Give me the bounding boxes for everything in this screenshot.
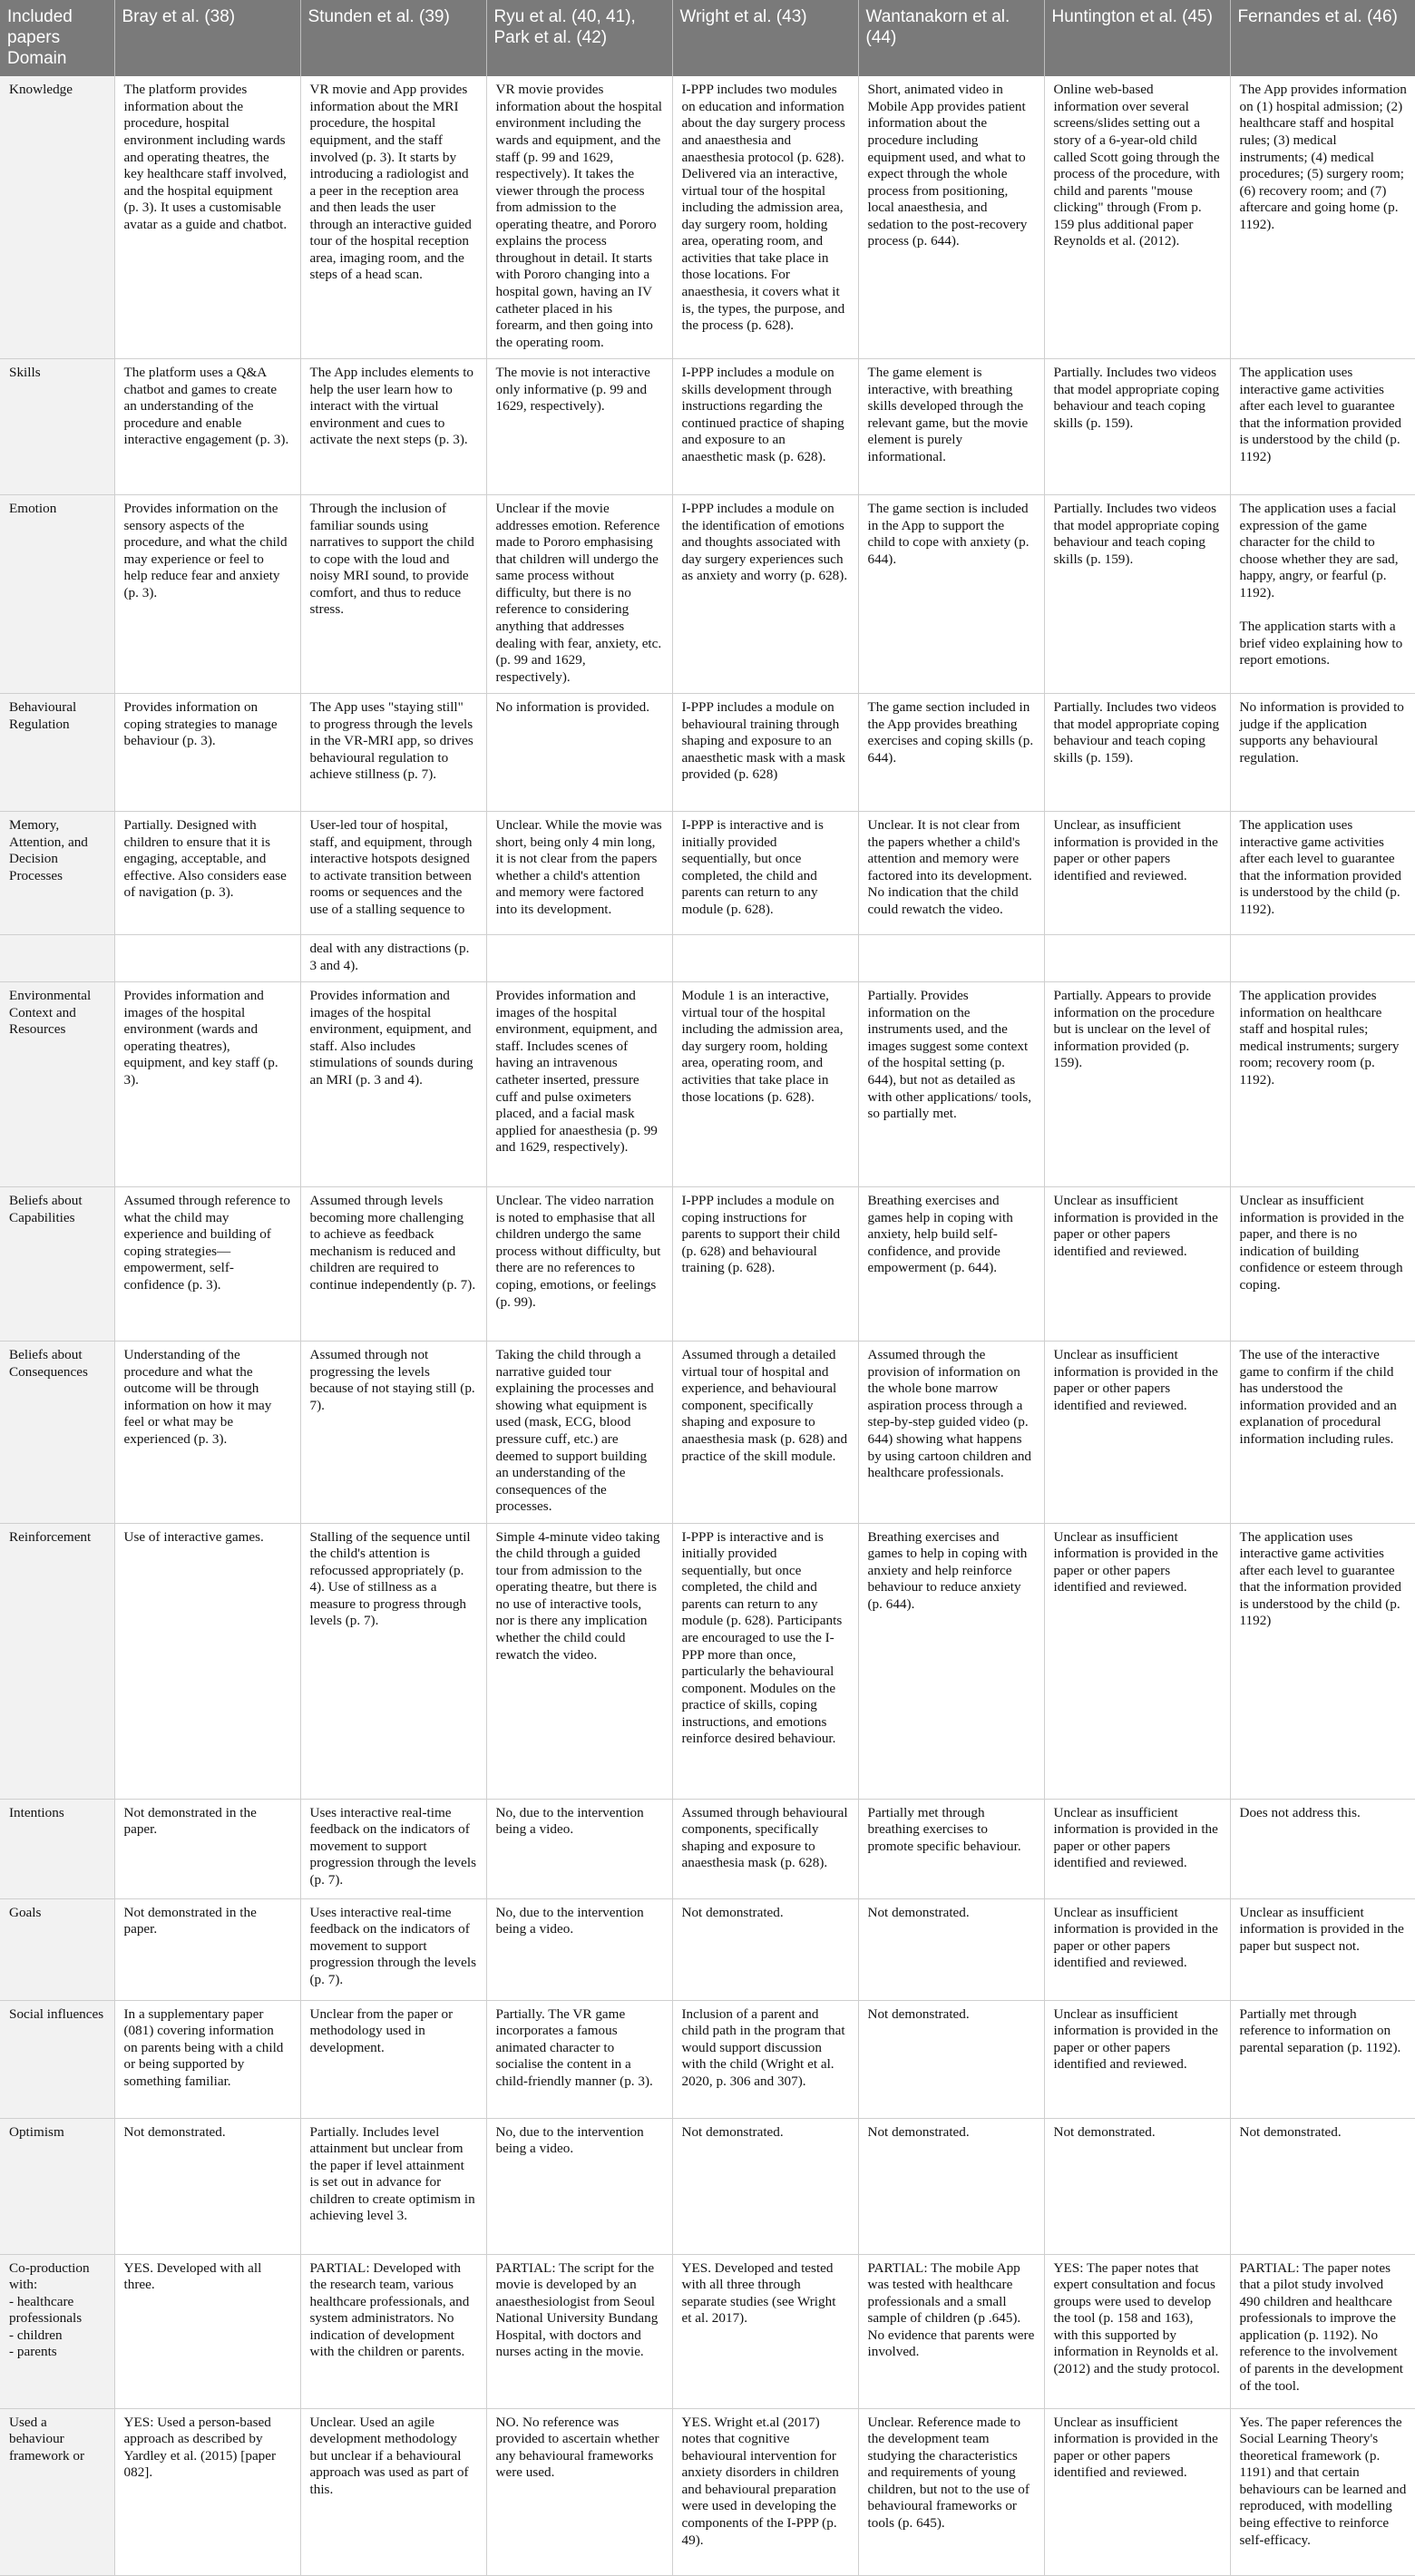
table-cell: Taking the child through a narrative guided tour explaining the processes and showing what equipment is used (mask, ECG, blood pressure cuff, etc.) are deemed to support building an understanding of the consequences of the processes. xyxy=(486,1342,672,1523)
table-cell: The App includes elements to help the user learn how to interact with the virtual environment and cues to activate the next steps (p. 3). xyxy=(300,359,486,495)
table-row xyxy=(0,2118,1415,2254)
table-cell: The use of the interactive game to confirm if the child has understood the information provided and an explanation of procedural information including rules. xyxy=(1230,1342,1415,1523)
header-paper: Wantanakorn et al. (44) xyxy=(858,0,1044,76)
header-paper: Fernandes et al. (46) xyxy=(1230,0,1415,76)
table-cell: Assumed through the provision of information on the whole bone marrow aspiration process through a step-by-step guided video (p. 644) showing what happens by using cartoon children and healthcare professionals. xyxy=(858,1342,1044,1523)
table-cell: Not demonstrated. xyxy=(858,1898,1044,2000)
table-cell xyxy=(114,935,300,982)
table-cell: Simple 4-minute video taking the child through a guided tour from admission to the operating theatre, but there is no use of interactive tools, nor is there any implication whether the child could rewatch the video. xyxy=(486,1523,672,1799)
table-row xyxy=(0,1898,1415,2000)
table-row xyxy=(0,935,1415,982)
domain-cell xyxy=(0,935,114,982)
table-cell: The App uses "staying still" to progress through the levels in the VR-MRI app, so drives behavioural regulation to achieve stillness (p. 7). xyxy=(300,694,486,812)
table-cell: The movie is not interactive only informative (p. 99 and 1629, respectively). xyxy=(486,359,672,495)
table-row xyxy=(0,1342,1415,1523)
table-cell: I-PPP is interactive and is initially provided sequentially, but once completed, the child and parents can return to any module (p. 628). Participants are encouraged to use the I-PPP more than once, particularly the behavioural component. Modules on the practice of skills, coping instructions, and emotions reinforce desired behaviour. xyxy=(672,1523,858,1799)
table-body xyxy=(0,76,1415,2575)
table-cell: The application uses interactive game activities after each level to guarantee that the information provided is understood by the child (p. 1192) xyxy=(1230,359,1415,495)
table-cell: Partially met through reference to information on parental separation (p. 1192). xyxy=(1230,2000,1415,2118)
table-cell: Assumed through behavioural components, specifically shaping and exposure to anaesthesia mask (p. 628). xyxy=(672,1799,858,1898)
table-cell: Yes. The paper references the Social Learning Theory's theoretical framework (p. 1191) and that certain behaviours can be learned and reproduced, with modelling being effective to reinforce self-efficacy. xyxy=(1230,2408,1415,2575)
table-cell: No information is provided to judge if the application supports any behavioural regulation. xyxy=(1230,694,1415,812)
table-cell: Unclear. The video narration is noted to emphasise that all children undergo the same process without difficulty, but there are no references to coping, emotions, or feelings (p. 99). xyxy=(486,1187,672,1342)
table-cell: I-PPP includes two modules on education and information about the day surgery process and anaesthesia and anaesthesia protocol (p. 628). Delivered via an interactive, virtual tour of the hospital including the admission area, day surgery room, holding area, operating room, and activities that take place in those locations. For anaesthesia, it covers what it is, the types, the purpose, and the process (p. 628). xyxy=(672,76,858,358)
table-cell: I-PPP includes a module on skills development through instructions regarding the continued practice of shaping and exposure to an anaesthetic mask (p. 628). xyxy=(672,359,858,495)
table-cell xyxy=(672,935,858,982)
table-cell: Unclear, as insufficient information is provided in the paper or other papers identified and reviewed. xyxy=(1044,812,1230,935)
table-cell: Unclear as insufficient information is provided in the paper or other papers identified and reviewed. xyxy=(1044,1187,1230,1342)
table-cell: Unclear. Used an agile development methodology but unclear if a behavioural approach was used as part of this. xyxy=(300,2408,486,2575)
table-cell: Not demonstrated in the paper. xyxy=(114,1898,300,2000)
table-cell: Assumed through levels becoming more challenging to achieve as feedback mechanism is reduced and children are required to continue independently (p. 7). xyxy=(300,1187,486,1342)
table-cell: The application provides information on healthcare staff and hospital rules; medical instruments; surgery room; recovery room (p. 1192). xyxy=(1230,982,1415,1187)
table-cell: Not demonstrated. xyxy=(1230,2118,1415,2254)
table-cell: No information is provided. xyxy=(486,694,672,812)
table-cell: Provides information and images of the hospital environment, equipment, and staff. Includes scenes of having an intravenous catheter inserted, pressure cuff and pulse oximeters placed, and a facial mask applied for anaesthesia (p. 99 and 1629, respectively). xyxy=(486,982,672,1187)
table-cell: Provides information and images of the hospital environment (wards and operating theatres), equipment, and key staff (p. 3). xyxy=(114,982,300,1187)
table-cell: YES. Wright et.al (2017) notes that cognitive behavioural intervention for anxiety disorders in children and behavioural preparation were used in developing the components of the I-PPP (p. 49). xyxy=(672,2408,858,2575)
table-row xyxy=(0,812,1415,935)
table-cell: VR movie and App provides information about the MRI procedure, the hospital equipment, and the staff involved (p. 3). It starts by introducing a radiologist and a peer in the reception area and then leads the user through an interactive guided tour of the hospital reception area, imaging room, and the steps of a head scan. xyxy=(300,76,486,358)
table-cell: Partially met through breathing exercises to promote specific behaviour. xyxy=(858,1799,1044,1898)
table-cell: No, due to the intervention being a video. xyxy=(486,1799,672,1898)
table-cell: The application uses interactive game activities after each level to guarantee that the information provided is understood by the child (p. 1192) xyxy=(1230,1523,1415,1799)
table-cell: Unclear. While the movie was short, being only 4 min long, it is not clear from the papers whether a child's attention and memory were factored into its development. xyxy=(486,812,672,935)
table-cell: Unclear if the movie addresses emotion. Reference made to Pororo emphasising that children will undergo the same process without difficulty, but there is no reference to considering anything that addresses dealing with fear, anxiety, etc. (p. 99 and 1629, respectively). xyxy=(486,495,672,694)
table-cell: Through the inclusion of familiar sounds using narratives to support the child to cope with the loud and noisy MRI sound, to provide comfort, and thus to reduce stress. xyxy=(300,495,486,694)
table-cell: In a supplementary paper (081) covering information on parents being with a child or being supported by something familiar. xyxy=(114,2000,300,2118)
table-cell: Not demonstrated. xyxy=(672,1898,858,2000)
table-cell: NO. No reference was provided to ascertain whether any behavioural frameworks were used. xyxy=(486,2408,672,2575)
table-row xyxy=(0,982,1415,1187)
table-cell: Partially. Designed with children to ensure that it is engaging, acceptable, and effective. Also considers ease of navigation (p. 3). xyxy=(114,812,300,935)
table-cell: No, due to the intervention being a video. xyxy=(486,2118,672,2254)
table-cell: Use of interactive games. xyxy=(114,1523,300,1799)
table-cell: User-led tour of hospital, staff, and equipment, through interactive hotspots designed to activate transition between rooms or sequences and the use of a stalling sequence to xyxy=(300,812,486,935)
table-cell: YES. Developed and tested with all three through separate studies (see Wright et al. 2017). xyxy=(672,2254,858,2408)
table-cell: No, due to the intervention being a video. xyxy=(486,1898,672,2000)
domain-cell: Behavioural Regulation xyxy=(0,694,114,812)
header-paper: Bray et al. (38) xyxy=(114,0,300,76)
table-cell: Not demonstrated. xyxy=(114,2118,300,2254)
table-cell: Unclear as insufficient information is provided in the paper or other papers identified and reviewed. xyxy=(1044,1799,1230,1898)
table-cell: Assumed through reference to what the child may experience and building of coping strategies—empowerment, self-confidence (p. 3). xyxy=(114,1187,300,1342)
table-cell: Not demonstrated. xyxy=(858,2118,1044,2254)
header-paper: Stunden et al. (39) xyxy=(300,0,486,76)
domain-cell: Environmental Context and Resources xyxy=(0,982,114,1187)
table-cell: Not demonstrated in the paper. xyxy=(114,1799,300,1898)
table-cell: The application uses a facial expression of the game character for the child to choose whether they are sad, happy, angry, or fearful (p. 1192). The application starts with a brief video explaining how to report emotions. xyxy=(1230,495,1415,694)
table-cell: Unclear as insufficient information is provided in the paper or other papers identified and reviewed. xyxy=(1044,1342,1230,1523)
table-cell: Unclear as insufficient information is provided in the paper or other papers identified and reviewed. xyxy=(1044,1523,1230,1799)
table-cell: Not demonstrated. xyxy=(1044,2118,1230,2254)
table-cell xyxy=(1230,935,1415,982)
table-cell: Partially. The VR game incorporates a famous animated character to socialise the content in a child-friendly manner (p. 3). xyxy=(486,2000,672,2118)
table-cell: Unclear as insufficient information is provided in the paper, and there is no indication of building confidence or esteem through coping. xyxy=(1230,1187,1415,1342)
table-cell: I-PPP includes a module on behavioural training through shaping and exposure to an anaesthetic mask with a mask provided (p. 628) xyxy=(672,694,858,812)
table-cell: Partially. Includes two videos that model appropriate coping behaviour and teach coping skills (p. 159). xyxy=(1044,694,1230,812)
table-cell: Breathing exercises and games to help in coping with anxiety and help reinforce behaviour to reduce anxiety (p. 644). xyxy=(858,1523,1044,1799)
table-cell: Partially. Provides information on the instruments used, and the images suggest some context of the hospital setting (p. 644), but not as detailed as with other applications/ tools, so partially met. xyxy=(858,982,1044,1187)
table-cell: Partially. Includes two videos that model appropriate coping behaviour and teach coping skills (p. 159). xyxy=(1044,359,1230,495)
table-cell: Unclear as insufficient information is provided in the paper or other papers identified and reviewed. xyxy=(1044,1898,1230,2000)
domain-cell: Emotion xyxy=(0,495,114,694)
table-cell: PARTIAL: The mobile App was tested with healthcare professionals and a small sample of children (p .645). No evidence that parents were involved. xyxy=(858,2254,1044,2408)
table-cell: PARTIAL: Developed with the research team, various healthcare professionals, and system administrators. No indication of development with the children or parents. xyxy=(300,2254,486,2408)
table-cell: Uses interactive real-time feedback on the indicators of movement to support progression through the levels (p. 7). xyxy=(300,1799,486,1898)
table-cell: Assumed through not progressing the levels because of not staying still (p. 7). xyxy=(300,1342,486,1523)
domain-cell: Skills xyxy=(0,359,114,495)
table-cell xyxy=(486,935,672,982)
header-domain: Included papers Domain xyxy=(0,0,114,76)
table-cell: PARTIAL: The script for the movie is developed by an anaesthesiologist from Seoul National University Bundang Hospital, with doctors and nurses acting in the movie. xyxy=(486,2254,672,2408)
table-cell: Unclear. It is not clear from the papers whether a child's attention and memory were factored into its development. No indication that the child could rewatch the video. xyxy=(858,812,1044,935)
table-cell: The game section included in the App provides breathing exercises and coping skills (p. 644). xyxy=(858,694,1044,812)
table-cell: VR movie provides information about the hospital environment including the wards and equipment, and the staff (p. 99 and 1629, respectively). It takes the viewer through the process from admission to the operating theatre, and Pororo explains the process throughout in detail. It starts with Pororo changing into a hospital gown, having an IV catheter placed in his forearm, and then going into the operating room. xyxy=(486,76,672,358)
table-cell: Assumed through a detailed virtual tour of hospital and experience, and behavioural component, specifically shaping and exposure to anaesthesia mask (p. 628) and practice of the skill module. xyxy=(672,1342,858,1523)
header-row xyxy=(0,0,1415,76)
table-cell: Unclear from the paper or methodology used in development. xyxy=(300,2000,486,2118)
domain-cell: Intentions xyxy=(0,1799,114,1898)
table-header xyxy=(0,0,1415,76)
header-paper: Wright et al. (43) xyxy=(672,0,858,76)
table-row xyxy=(0,1187,1415,1342)
table-cell: Partially. Appears to provide information on the procedure but is unclear on the level of information provided (p. 159). xyxy=(1044,982,1230,1187)
table-cell: YES: Used a person-based approach as described by Yardley et al. (2015) [paper 082]. xyxy=(114,2408,300,2575)
table-cell: Module 1 is an interactive, virtual tour of the hospital including the admission area, day surgery room, holding area, operating room, and activities that take place in those locations (p. 628). xyxy=(672,982,858,1187)
domain-cell: Reinforcement xyxy=(0,1523,114,1799)
table-row xyxy=(0,76,1415,358)
table-cell: Unclear as insufficient information is provided in the paper or other papers identified and reviewed. xyxy=(1044,2000,1230,2118)
table-cell: Does not address this. xyxy=(1230,1799,1415,1898)
table-cell: The platform provides information about the procedure, hospital environment including wards and operating theatres, the key healthcare staff involved, and the hospital equipment (p. 3). It uses a customisable avatar as a guide and chatbot. xyxy=(114,76,300,358)
table-cell: Short, animated video in Mobile App provides patient information about the procedure including equipment used, and what to expect through the whole process from positioning, local anaesthesia, and sedation to the post-recovery process (p. 644). xyxy=(858,76,1044,358)
table-cell: The game section is included in the App to support the child to cope with anxiety (p. 644). xyxy=(858,495,1044,694)
table-cell: The App provides information on (1) hospital admission; (2) healthcare staff and hospital rules; (3) medical instruments; (4) medical procedures; (5) surgery room; (6) recovery room; and (7) aftercare and going home (p. 1192). xyxy=(1230,76,1415,358)
table-cell: PARTIAL: The paper notes that a pilot study involved 490 children and healthcare professionals to improve the application (p. 1192). No reference to the involvement of parents in the development of the tool. xyxy=(1230,2254,1415,2408)
table-cell xyxy=(1044,935,1230,982)
header-paper: Huntington et al. (45) xyxy=(1044,0,1230,76)
table-cell: Unclear as insufficient information is provided in the paper but suspect not. xyxy=(1230,1898,1415,2000)
table-cell: Stalling of the sequence until the child's attention is refocussed appropriately (p. 4). Use of stillness as a measure to progress through levels (p. 7). xyxy=(300,1523,486,1799)
header-paper: Ryu et al. (40, 41), Park et al. (42) xyxy=(486,0,672,76)
table-cell: Uses interactive real-time feedback on the indicators of movement to support progression through the levels (p. 7). xyxy=(300,1898,486,2000)
table-cell: Partially. Includes two videos that model appropriate coping behaviour and teach coping skills (p. 159). xyxy=(1044,495,1230,694)
table-row xyxy=(0,2254,1415,2408)
domain-cell: Used a behaviour framework or xyxy=(0,2408,114,2575)
table-row xyxy=(0,2000,1415,2118)
domain-cell: Goals xyxy=(0,1898,114,2000)
domain-cell: Social influences xyxy=(0,2000,114,2118)
table-cell: The application uses interactive game activities after each level to guarantee that the information provided is understood by the child (p. 1192). xyxy=(1230,812,1415,935)
table-cell: Unclear as insufficient information is provided in the paper or other papers identified and reviewed. xyxy=(1044,2408,1230,2575)
table-cell: Partially. Includes level attainment but unclear from the paper if level attainment is set out in advance for children to create optimism in achieving level 3. xyxy=(300,2118,486,2254)
domain-cell: Co-production with: - healthcare professionals - children - parents xyxy=(0,2254,114,2408)
table-cell: deal with any distractions (p. 3 and 4). xyxy=(300,935,486,982)
domain-cell: Beliefs about Consequences xyxy=(0,1342,114,1523)
table-cell xyxy=(858,935,1044,982)
table-cell: The platform uses a Q&A chatbot and games to create an understanding of the procedure and enable interactive engagement (p. 3). xyxy=(114,359,300,495)
table-row xyxy=(0,1799,1415,1898)
domain-cell: Beliefs about Capabilities xyxy=(0,1187,114,1342)
table-cell: Provides information on the sensory aspects of the procedure, and what the child may experience or feel to help reduce fear and anxiety (p. 3). xyxy=(114,495,300,694)
table-cell: Unclear. Reference made to the development team studying the characteristics and requirements of young children, but not to the use of behavioural frameworks or tools (p. 645). xyxy=(858,2408,1044,2575)
domain-cell: Optimism xyxy=(0,2118,114,2254)
table-row xyxy=(0,694,1415,812)
table-cell: Online web-based information over several screens/slides setting out a story of a 6-year-old child called Scott going through the process of the procedure, with child and parents "mouse clicking" through (From p. 159 plus additional paper Reynolds et al. (2012). xyxy=(1044,76,1230,358)
table-cell: YES. Developed with all three. xyxy=(114,2254,300,2408)
table-cell: YES: The paper notes that expert consultation and focus groups were used to develop the tool (p. 158 and 163), with this supported by information in Reynolds et al. (2012) and the study protocol. xyxy=(1044,2254,1230,2408)
table-row xyxy=(0,2408,1415,2575)
table-cell: I-PPP includes a module on the identification of emotions and thoughts associated with day surgery experiences such as anxiety and worry (p. 628). xyxy=(672,495,858,694)
table-cell: Not demonstrated. xyxy=(672,2118,858,2254)
table-cell: Not demonstrated. xyxy=(858,2000,1044,2118)
table-cell: Provides information and images of the hospital environment, equipment, and staff. Also includes stimulations of sounds during an MRI (p. 3 and 4). xyxy=(300,982,486,1187)
domain-cell: Memory, Attention, and Decision Processes xyxy=(0,812,114,935)
table-cell: The game element is interactive, with breathing skills developed through the relevant game, but the movie element is purely informational. xyxy=(858,359,1044,495)
table-cell: Inclusion of a parent and child path in the program that would support discussion with the child (Wright et al. 2020, p. 306 and 307). xyxy=(672,2000,858,2118)
table-row xyxy=(0,1523,1415,1799)
table-cell: Understanding of the procedure and what the outcome will be through information on how it may feel or what may be experienced (p. 3). xyxy=(114,1342,300,1523)
table-cell: Breathing exercises and games help in coping with anxiety, help build self-confidence, and provide empowerment (p. 644). xyxy=(858,1187,1044,1342)
table-cell: I-PPP is interactive and is initially provided sequentially, but once completed, the child and parents can return to any module (p. 628). xyxy=(672,812,858,935)
table-cell: Provides information on coping strategies to manage behaviour (p. 3). xyxy=(114,694,300,812)
table-cell: I-PPP includes a module on coping instructions for parents to support their child (p. 628) and behavioural training (p. 628). xyxy=(672,1187,858,1342)
domain-cell: Knowledge xyxy=(0,76,114,358)
table-row xyxy=(0,359,1415,495)
table-row xyxy=(0,495,1415,694)
